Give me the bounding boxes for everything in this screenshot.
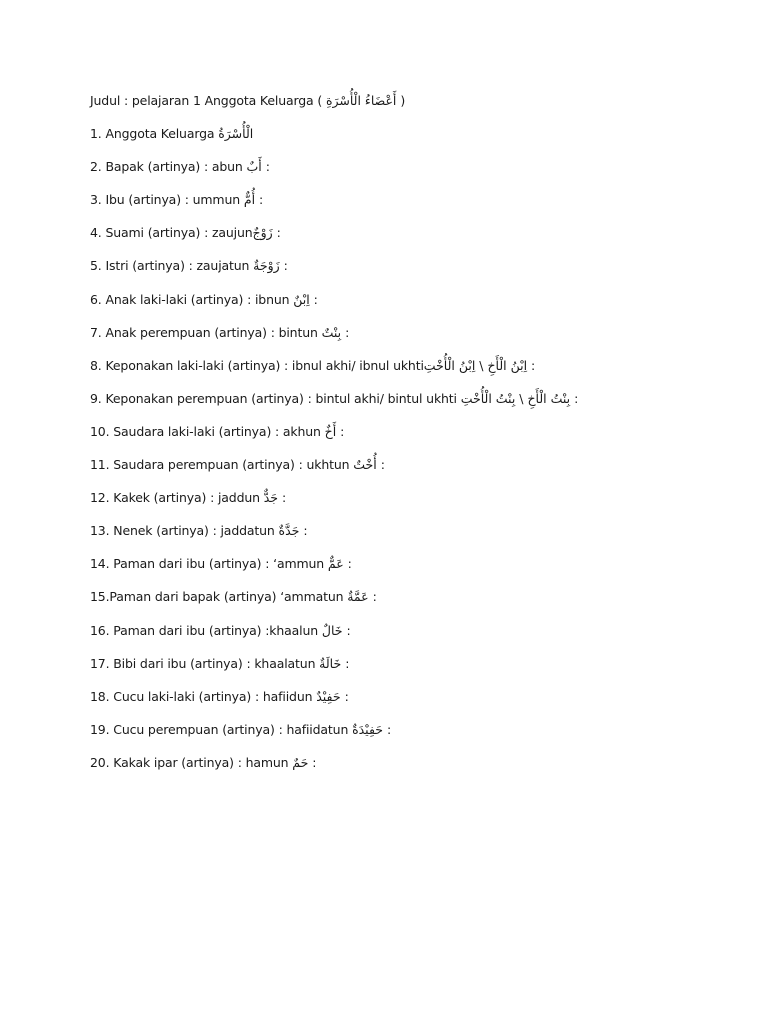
list-item-18: 18. Cucu laki-laki (artinya) : hafiidun حَفِيْدٌ : xyxy=(90,688,349,704)
list-item-4: 4. Suami (artinya) : zaujunزَوْجٌ : xyxy=(90,225,281,241)
list-item-9: 9. Keponakan perempuan (artinya) : bintul akhi/ bintul ukhti بِنْتُ الْأَخِ \ بِنْتُ الْأُخْتِ : xyxy=(90,390,579,406)
list-item-3: 3. Ibu (artinya) : ummun أُمٌّ : xyxy=(90,192,264,208)
list-item-13: 13. Nenek (artinya) : jaddatun جَدَّةٌ : xyxy=(90,523,308,539)
list-item-12: 12. Kakek (artinya) : jaddun جَدٌّ : xyxy=(90,490,287,506)
list-item-7: 7. Anak perempuan (artinya) : bintun بِنْتٌ : xyxy=(90,324,350,340)
list-item-16: 16. Paman dari ibu (artinya) :khaalun خَالٌ : xyxy=(90,622,351,638)
list-item-15: 15.Paman dari bapak (artinya) ‘ammatun عَمَّةٌ : xyxy=(90,589,377,605)
list-item-1: 1. Anggota Keluarga الْأُسْرَةُ xyxy=(90,126,254,142)
list-item-17: 17. Bibi dari ibu (artinya) : khaalatun خَالَةٌ : xyxy=(90,655,350,671)
list-item-10: 10. Saudara laki-laki (artinya) : akhun أَخٌ : xyxy=(90,423,345,439)
list-item-6: 6. Anak laki-laki (artinya) : ibnun اِبْنٌ : xyxy=(90,291,318,307)
document-title: Judul : pelajaran 1 Anggota Keluarga ( أَعْضَاءُ الْأُسْرَةِ ) xyxy=(90,93,406,108)
list-item-8: 8. Keponakan laki-laki (artinya) : ibnul akhi/ ibnul ukhtiاِبْنُ الْأَخِ \ اِبْنُ الْأُخْتِ : xyxy=(90,357,536,373)
list-item-2: 2. Bapak (artinya) : abun أَبٌ : xyxy=(90,159,270,175)
list-item-5: 5. Istri (artinya) : zaujatun زَوْجَةٌ : xyxy=(90,258,288,274)
list-item-20: 20. Kakak ipar (artinya) : hamun حَمٌ : xyxy=(90,754,317,770)
list-item-11: 11. Saudara perempuan (artinya) : ukhtun أُخْتٌ : xyxy=(90,457,385,473)
list-item-19: 19. Cucu perempuan (artinya) : hafiidatun حَفِيْدَةٌ : xyxy=(90,721,392,737)
list-item-14: 14. Paman dari ibu (artinya) : ‘ammun عَمٌّ : xyxy=(90,556,352,572)
document-body xyxy=(90,92,730,787)
